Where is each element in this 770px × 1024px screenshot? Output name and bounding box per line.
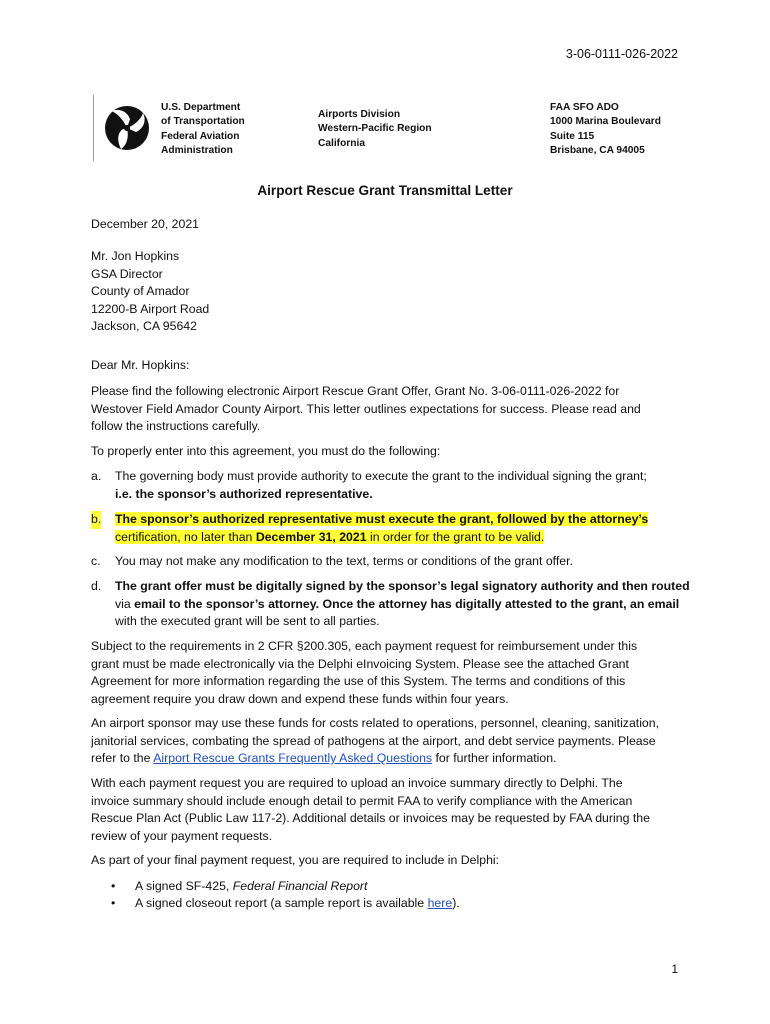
bullet-text: A signed closeout report (a sample report is available [135,896,428,910]
division-line: Airports Division [318,109,401,120]
list-text: You may not make any modification to the text, terms or conditions of the grant offer. [115,554,573,568]
bullet-icon: • [111,879,116,893]
paragraph-invoice-summary [91,775,691,845]
list-text: via [115,596,135,611]
salutation: Dear Mr. Hopkins: [91,358,190,372]
bullet-text: Federal Financial Report [232,879,368,893]
list-text: in order for the grant to be valid. [366,529,545,544]
dot-logo [93,95,155,161]
office-line: Suite 115 [550,130,595,142]
bullet-text: A signed SF-425, [135,879,233,893]
letter-date: December 20, 2021 [91,217,200,231]
faq-link[interactable]: Airport Rescue Grants Frequently Asked Questions [153,751,433,765]
bullet-text: ). [452,896,460,910]
sample-report-link[interactable]: here [427,896,453,910]
paragraph-line: grant must be made electronically via the Delphi eInvoicing System. Please see the attached Grant [91,656,629,671]
division-line: California [318,137,365,149]
paragraph-line: invoice summary should include enough detail to permit FAA to verify compliance with the American [91,793,633,808]
recipient-line: Mr. Jon Hopkins [91,249,180,263]
list-text: i.e. the sponsor’s authorized representative. [115,486,373,501]
paragraph-line: Subject to the requirements in 2 CFR §200.305, each payment request for reimbursement under this [91,639,638,653]
letter-title: Airport Rescue Grant Transmittal Letter [257,183,513,198]
list-marker: b. [91,511,101,529]
page-number: 1 [671,962,678,976]
paragraph-line: Please find the following electronic Airport Rescue Grant Offer, Grant No. 3-06-0111-026-2022 for [91,384,620,398]
list-text: email to the sponsor’s attorney. Once the attorney has digitally attested to the grant, an email [134,596,680,611]
department-block [161,101,245,159]
list-text: The governing body must provide authority to execute the grant to the individual signing the grant; [115,469,647,483]
recipient-line: Jackson, CA 95642 [91,319,197,333]
list-text: with the executed grant will be sent to all parties. [115,614,380,628]
office-line: 1000 Marina Boulevard [550,116,661,128]
paragraph-line: Agreement for more information regarding the use of this System. The terms and conditions of this [91,674,626,688]
dept-line: U.S. Department [161,102,241,113]
division-line: Western-Pacific Region [318,123,432,135]
list-text: certification, no later than [115,529,256,544]
recipient-line: GSA Director [91,266,163,281]
paragraph-line: An airport sponsor may use these funds for costs related to operations, personnel, cleaning, sanitization, [91,716,660,730]
list-text: The grant offer must be digitally signed by the sponsor’s legal signatory authority and then routed [115,579,690,593]
paragraph-line: Westover Field Amador County Airport. This letter outlines expectations for success. Please read and [91,401,641,416]
paragraph-line: follow the instructions carefully. [91,419,261,433]
paragraph-line: With each payment request you are required to upload an invoice summary directly to Delphi. The [91,776,623,790]
recipient-line: 12200-B Airport Road [91,301,210,316]
document-number: 3-06-0111-026-2022 [565,47,678,61]
office-line: Brisbane, CA 94005 [550,145,645,157]
deadline-date: December 31, 2021 [255,529,367,544]
paragraph-line: agreement require you draw down and expend these funds within four years. [91,691,509,706]
bullet-icon: • [111,896,116,910]
division-block [318,108,432,151]
paragraph-payment-requirements [91,638,691,708]
office-address-block [550,101,661,159]
list-marker: a. [91,469,102,483]
paragraph-line: for further information. [432,751,557,765]
office-line: FAA SFO ADO [550,102,619,113]
paragraph-line: janitorial services, combating the spread of pathogens at the airport, and debt service payments. Please [91,733,656,748]
list-marker: c. [91,554,101,568]
paragraph-line: Rescue Plan Act (Public Law 117-2). Additional details or invoices may be requested by FAA during the [91,811,650,825]
dept-line: of Transportation [161,116,245,128]
recipient-address [91,248,691,336]
paragraph-grant-offer [91,383,691,436]
dept-line: Administration [161,145,233,157]
recipient-line: County of Amador [91,284,190,298]
dept-line: Federal Aviation [161,130,240,142]
paragraph-line: refer to the [91,751,154,765]
list-marker: d. [91,579,102,593]
paragraph-line: review of your payment requests. [91,828,273,843]
paragraph-final-payment: As part of your final payment request, you are required to include in Delphi: [91,853,500,867]
list-text: The sponsor’s authorized representative must execute the grant, followed by the attorney’s [115,512,649,526]
paragraph-instructions-intro: To properly enter into this agreement, you must do the following: [91,444,441,458]
paragraph-eligible-costs [91,715,691,768]
